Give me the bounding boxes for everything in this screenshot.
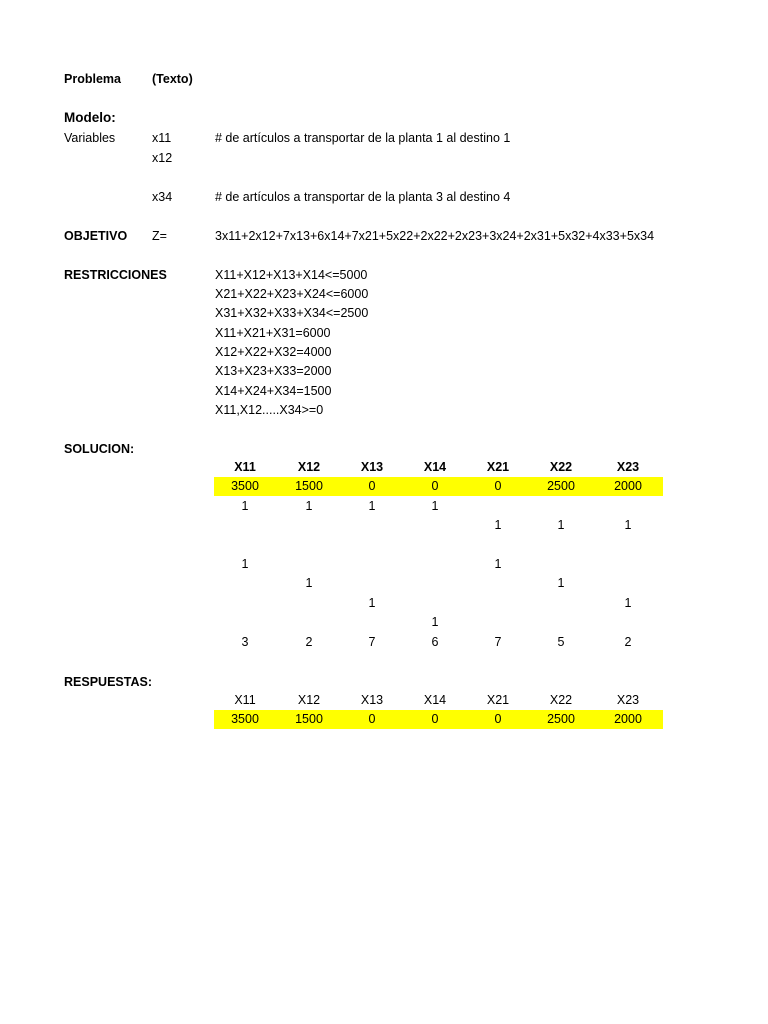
coefficient-cell: 1 <box>557 518 565 533</box>
objective-expression: 3x11+2x12+7x13+6x14+7x21+5x22+2x22+2x23+3x24+2x31+5x32+4x33+5x34 <box>215 229 655 243</box>
answers-title: RESPUESTAS: <box>64 675 152 689</box>
coefficient-cell: 7 <box>494 634 502 649</box>
coefficient-cell: 2 <box>305 634 313 649</box>
solution-value: 1500 <box>295 479 323 494</box>
coefficient-cell: 1 <box>624 595 632 610</box>
constraint-line: X11+X12+X13+X14<=5000 <box>215 268 368 282</box>
coefficient-cell: 1 <box>305 498 313 513</box>
answer-value: 2500 <box>547 712 575 727</box>
constraint-line: X31+X32+X33+X34<=2500 <box>215 306 369 320</box>
column-header: X14 <box>423 460 447 474</box>
var-name: x11 <box>152 131 172 145</box>
column-header: X23 <box>616 693 640 707</box>
column-header: X12 <box>297 693 321 707</box>
objective-var: Z= <box>152 229 167 243</box>
solution-value: 2500 <box>547 479 575 494</box>
column-header: X13 <box>360 693 384 707</box>
column-header: X14 <box>423 693 447 707</box>
column-header: X11 <box>234 460 256 474</box>
coefficient-cell: 1 <box>241 498 249 513</box>
coefficient-cell: 1 <box>494 518 502 533</box>
coefficient-row <box>214 633 663 652</box>
answer-value: 0 <box>431 712 439 727</box>
var-description: # de artículos a transportar de la planta 3 al destino 4 <box>215 190 511 204</box>
solution-value: 0 <box>368 479 376 494</box>
solution-header-row <box>214 458 663 477</box>
coefficient-cell: 7 <box>368 634 376 649</box>
model-title: Modelo: <box>64 110 116 125</box>
variables-label: Variables <box>64 131 116 145</box>
solution-title: SOLUCION: <box>64 442 135 456</box>
constraint-line: X13+X23+X33=2000 <box>215 364 332 378</box>
coefficient-row <box>214 516 663 535</box>
coefficient-row <box>214 574 663 593</box>
coefficient-cell: 1 <box>241 557 249 571</box>
problem-value: (Texto) <box>152 72 193 86</box>
coefficient-cell: 1 <box>431 498 439 513</box>
var-description: # de artículos a transportar de la planta 1 al destino 1 <box>215 131 511 145</box>
constraints-label: RESTRICCIONES <box>64 268 167 282</box>
objective-label: OBJETIVO <box>64 229 128 243</box>
column-header: X21 <box>486 693 510 707</box>
constraint-line: X11,X12.....X34>=0 <box>215 403 324 417</box>
coefficient-cell: 1 <box>368 595 376 610</box>
coefficient-row <box>214 594 663 613</box>
coefficient-cell: 1 <box>368 498 376 513</box>
column-header: X21 <box>486 460 510 474</box>
constraint-line: X11+X21+X31=6000 <box>215 326 331 340</box>
coefficient-row <box>214 497 663 516</box>
column-header: X22 <box>549 693 573 707</box>
var-name: x12 <box>152 151 173 165</box>
answers-header-row <box>214 691 663 710</box>
answer-value: 3500 <box>231 712 259 727</box>
answer-value: 0 <box>494 712 502 727</box>
coefficient-row <box>214 536 663 555</box>
coefficient-cell: 1 <box>494 557 502 571</box>
coefficient-cell: 2 <box>624 634 632 649</box>
answer-value: 2000 <box>614 712 642 727</box>
column-header: X11 <box>234 693 256 707</box>
coefficient-cell: 6 <box>431 634 439 649</box>
solution-value: 0 <box>431 479 439 494</box>
coefficient-row <box>214 555 663 574</box>
coefficient-cell: 5 <box>557 634 565 649</box>
column-header: X13 <box>360 460 384 474</box>
answers-values-row <box>214 710 663 729</box>
constraint-line: X14+X24+X34=1500 <box>215 384 332 398</box>
column-header: X12 <box>297 460 321 474</box>
coefficient-cell: 1 <box>431 615 439 630</box>
column-header: X23 <box>616 460 640 474</box>
solution-value: 0 <box>494 479 502 494</box>
solution-value: 3500 <box>231 479 259 494</box>
constraint-line: X12+X22+X32=4000 <box>215 345 332 359</box>
coefficient-cell: 1 <box>557 576 565 591</box>
problem-label: Problema <box>64 72 121 86</box>
solution-value: 2000 <box>614 479 642 494</box>
var-name: x34 <box>152 190 173 204</box>
answer-value: 1500 <box>295 712 323 727</box>
answer-value: 0 <box>368 712 376 727</box>
coefficient-cell: 1 <box>624 518 632 533</box>
coefficient-cell: 1 <box>305 576 313 591</box>
column-header: X22 <box>549 460 573 474</box>
coefficient-row <box>214 613 663 632</box>
coefficient-cell: 3 <box>241 634 249 649</box>
constraint-line: X21+X22+X23+X24<=6000 <box>215 287 369 301</box>
solution-values-row <box>214 477 663 496</box>
